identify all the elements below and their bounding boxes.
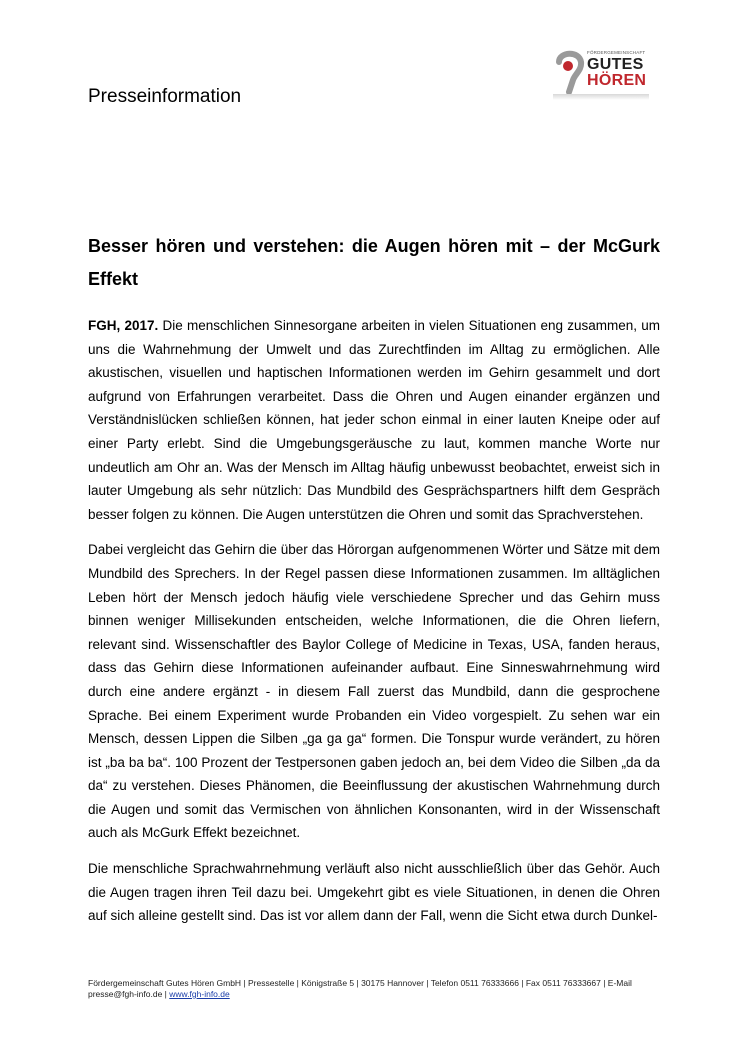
footer-website-link[interactable]: www.fgh-info.de — [169, 989, 230, 999]
dateline: FGH, 2017. — [88, 318, 159, 333]
paragraph-2: Dabei vergleicht das Gehirn die über das Hörorgan aufgenommenen Wörter und Sätze mit dem Mundbild des Sprechers. In der Regel passen diese Informationen zusammen. Im alltäglichen Leben hört der Mensch jedoch häufig viele verschiedene Sprecher und das Gehirn muss binnen weniger Millisekunden entscheiden, welche Informationen, die die Ohren liefern, relevant sind. Wissenschaftler des Baylor College of Medicine in Texas, USA, fanden heraus, dass das Gehirn diese Informationen aufeinander aufbaut. Eine Sinneswahrnehmung wird durch eine andere ergänzt - in diesem Fall zuerst das Mundbild, dann die gesprochene Sprache. Bei einem Experiment wurde Probanden ein Video vorgespielt. Zu sehen war ein Mensch, dessen Lippen die Silben „ga ga ga“ formen. Die Tonspur wurde verändert, zu hören ist „ba ba ba“. 100 Prozent der Testpersonen gaben jedoch an, bei dem Video die Silben „da da da“ zu verstehen. Dieses Phänomen, die Beeinflussung der akustischen Wahrnehmung durch die Augen und somit das Vermischen von ähnlichen Konsonanten, wird in der Wissenschaft auch als McGurk Effekt bezeichnet. — [88, 542, 660, 841]
paragraph-3: Die menschliche Sprachwahrnehmung verläuft also nicht ausschließlich über das Gehör. Auch die Augen tragen ihren Teil dazu bei. Umgekehrt gibt es viele Situationen, in denen die Ohren auf sich alleine gestellt sind. Das ist vor allem dann der Fall, wenn die Sicht etwa durch Dunkel- — [88, 861, 660, 924]
paragraph-1 — [88, 314, 660, 526]
page-header-title: Presseinformation — [88, 86, 242, 107]
footer-contact-text: Fördergemeinschaft Gutes Hören GmbH | Pressestelle | Königstraße 5 | 30175 Hannover | Telefon 0511 76333666 | Fax 0511 76333667 | E-Mail presse@fgh-info.de | — [88, 978, 632, 999]
logo-line-hoeren: HÖREN — [587, 72, 647, 89]
gutes-hoeren-logo — [553, 46, 649, 102]
paragraph-1-text: Die menschlichen Sinnesorgane arbeiten in vielen Situationen eng zusammen, um uns die Wahrnehmung der Umwelt und das Zurechtfinden im Alltag zu ermöglichen. Alle akustischen, visuellen und haptischen Informationen werden im Gehirn gesammelt und dort aufgrund von Erfahrungen verarbeitet. Dass die Ohren und Augen einander ergänzen und Verständnislücken schließen können, hat jeder schon einmal in einer lauten Kneipe oder auf einer Party erlebt. Sind die Umgebungsgeräusche zu laut, kommen manche Worte nur undeutlich am Ohr an. Was der Mensch im Alltag häufig unbewusst beobachtet, erweist sich in lauter Umgebung als sehr nützlich: Das Mundbild des Gesprächspartners hilft dem Gespräch besser folgen zu können. Die Augen unterstützen die Ohren und somit das Sprachverstehen. — [88, 318, 661, 522]
logo-small-text: FÖRDERGEMEINSCHAFT — [587, 50, 646, 55]
page-footer — [88, 978, 660, 1000]
logo-shadow — [553, 94, 649, 100]
logo-line-gutes: GUTES — [587, 56, 644, 73]
article-body — [88, 314, 660, 940]
article-headline: Besser hören und verstehen: die Augen hören mit – der McGurk Effekt — [88, 236, 660, 289]
ear-mark-icon — [555, 48, 585, 94]
